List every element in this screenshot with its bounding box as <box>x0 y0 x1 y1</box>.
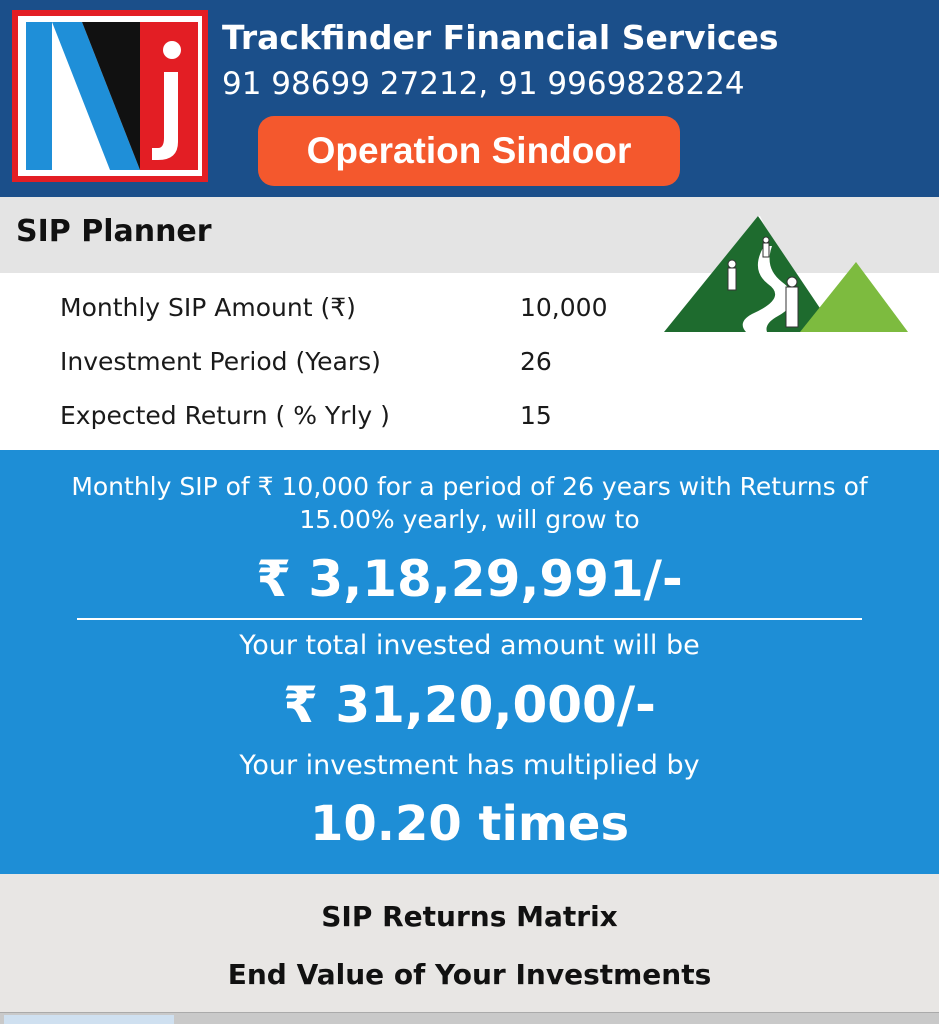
param-label-amount: Monthly SIP Amount (₹) <box>60 293 356 322</box>
matrix-table-cell[interactable] <box>4 1015 174 1024</box>
param-value-amount[interactable]: 10,000 <box>520 293 608 322</box>
org-name: Trackfinder Financial Services <box>222 18 779 57</box>
page-title: SIP Planner <box>16 214 212 249</box>
result-divider <box>77 618 862 620</box>
returns-matrix-section <box>0 874 939 1024</box>
param-value-period[interactable]: 26 <box>520 347 552 376</box>
invested-label: Your total invested amount will be <box>239 630 700 661</box>
multiplier-label: Your investment has multiplied by <box>239 750 700 781</box>
param-value-return[interactable]: 15 <box>520 401 552 430</box>
result-summary: Monthly SIP of ₹ 10,000 for a period of 26 years with Returns of 15.00% yearly, will grow to <box>71 472 868 534</box>
contact-phone[interactable]: 91 98699 27212, 91 9969828224 <box>222 66 745 102</box>
future-value: ₹ 3,18,29,991/- <box>256 550 683 608</box>
multiplier-value: 10.20 times <box>309 796 630 852</box>
param-label-return: Expected Return ( % Yrly ) <box>60 401 390 430</box>
invested-value: ₹ 31,20,000/- <box>283 676 656 734</box>
matrix-title: SIP Returns Matrix <box>321 900 618 933</box>
nj-logo-icon <box>12 10 208 182</box>
mountain-path-icon <box>660 210 910 350</box>
matrix-subtitle: End Value of Your Investments <box>227 958 712 991</box>
app-header <box>0 0 939 197</box>
operation-sindoor-button[interactable]: Operation Sindoor <box>258 116 680 186</box>
sip-result-panel <box>0 450 939 874</box>
param-label-period: Investment Period (Years) <box>60 347 381 376</box>
